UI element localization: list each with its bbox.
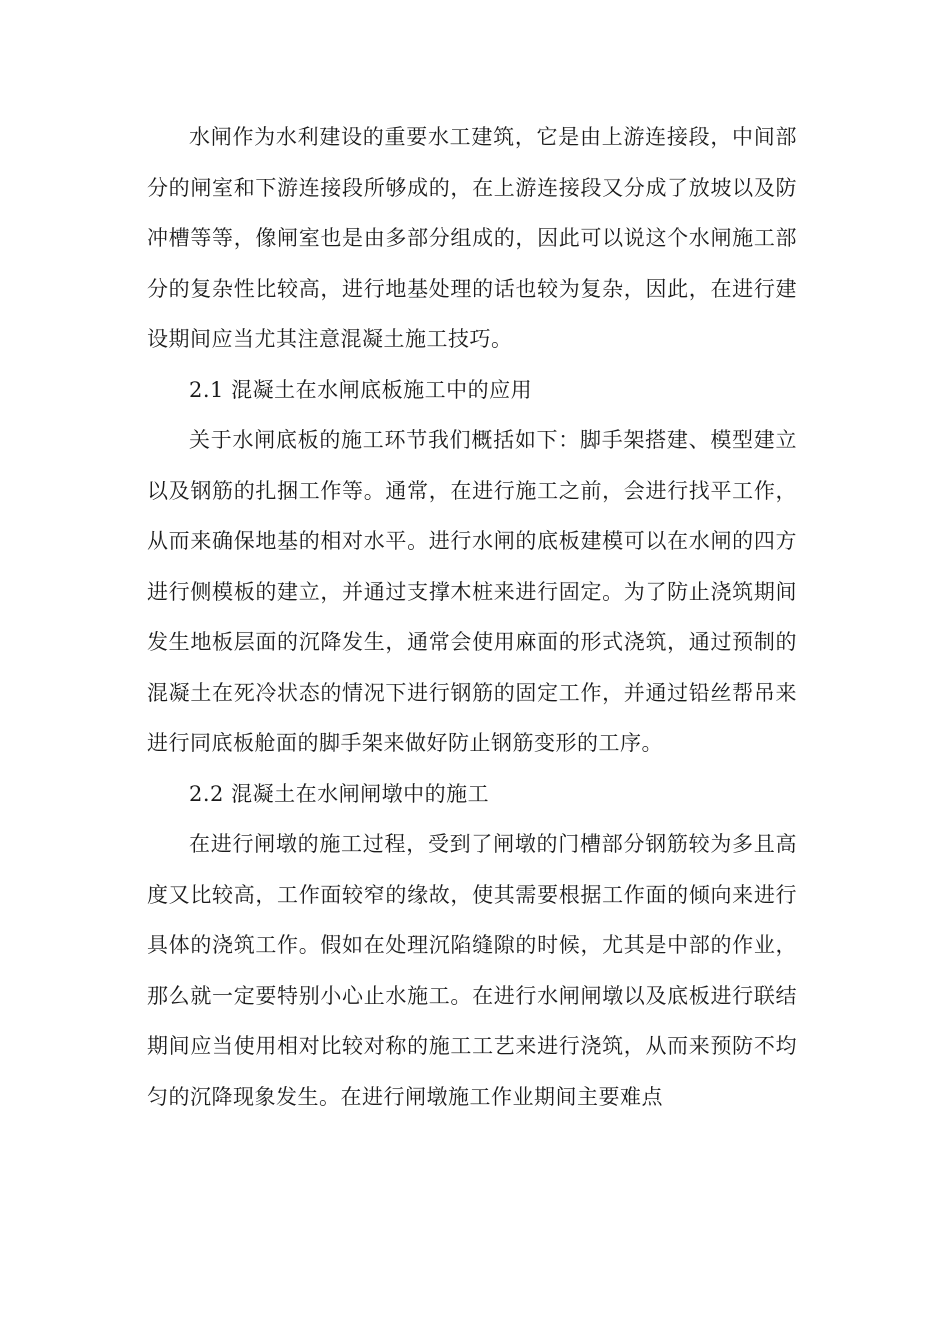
paragraph-pier: 在进行闸墩的施工过程，受到了闸墩的门槽部分钢筋较为多且高度又比较高，工作面较窄的缘故，使其需要根据工作面的倾向来进行具体的浇筑工作。假如在处理沉陷缝隙的时候，尤其是中部的作业，那么就一定要特别小心止水施工。在进行水闸闸墩以及底板进行联结期间应当使用相对比较对称的施工工艺来进行浇筑，从而来预防不均匀的沉降现象发生。在进行闸墩施工作业期间主要难点 — [147, 832, 797, 1109]
section-heading-2-2: 2.2 混凝土在水闸闸墩中的施工 — [189, 781, 490, 806]
paragraph-floor-slab: 关于水闸底板的施工环节我们概括如下：脚手架搭建、模型建立以及钢筋的扎捆工作等。通常，在进行施工之前，会进行找平工作，从而来确保地基的相对水平。进行水闸的底板建模可以在水闸的四方进行侧模板的建立，并通过支撑木桩来进行固定。为了防止浇筑期间发生地板层面的沉降发生，通常会使用麻面的形式浇筑，通过预制的混凝土在死冷状态的情况下进行钢筋的固定工作，并通过铅丝帮吊来进行同底板舱面的脚手架来做好防止钢筋变形的工序。 — [147, 428, 797, 755]
section-heading-2-1: 2.1 混凝土在水闸底板施工中的应用 — [189, 377, 533, 402]
document-body — [147, 112, 797, 1122]
paragraph-intro: 水闸作为水利建设的重要水工建筑，它是由上游连接段，中间部分的闸室和下游连接段所够成的，在上游连接段又分成了放坡以及防冲槽等等，像闸室也是由多部分组成的，因此可以说这个水闸施工部分的复杂性比较高，进行地基处理的话也较为复杂，因此，在进行建设期间应当尤其注意混凝土施工技巧。 — [147, 125, 797, 351]
